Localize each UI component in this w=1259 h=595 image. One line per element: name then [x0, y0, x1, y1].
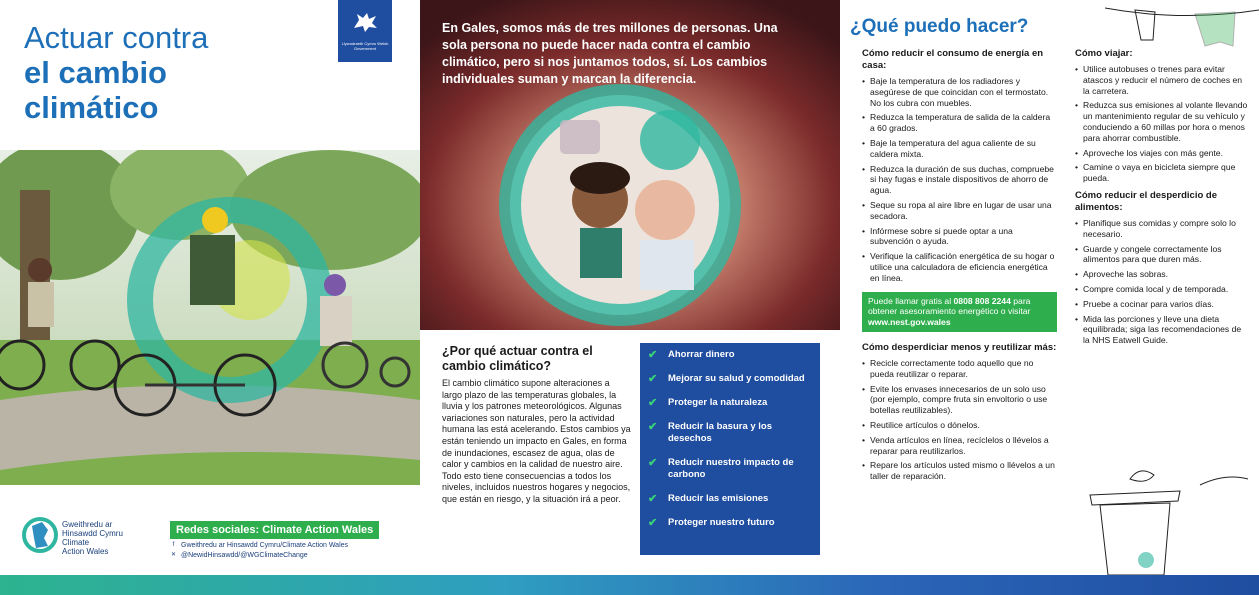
right-panel [840, 0, 1259, 575]
cymru-logo-line-2: Hinsawdd Cymru [62, 529, 123, 538]
waste-list [862, 358, 1057, 482]
energy-heading: Cómo reducir el consumo de energía en casa: [862, 48, 1044, 71]
cyclists-photo [0, 150, 420, 485]
facebook-icon: f [172, 542, 175, 548]
list-item: • Venda artículos en línea, recíclelos o llévelos a reparar para reutilizarlos. [862, 435, 1057, 457]
page-title [24, 20, 324, 125]
check-icon: ✔ [648, 373, 658, 385]
check-icon: ✔ [648, 493, 658, 505]
travel-heading: Cómo viajar: [1075, 48, 1133, 59]
benefit-label: Proteger la naturaleza [668, 397, 768, 408]
phone-number[interactable]: 0808 808 2244 [953, 295, 1011, 306]
list-item: • Aproveche las sobras. [1075, 269, 1250, 280]
benefit-label: Reducir la basura y los desechos [668, 421, 773, 444]
column-energy-waste [862, 48, 1057, 486]
check-icon: ✔ [648, 397, 658, 409]
list-item: • Recicle correctamente todo aquello que no pueda reutilizar o reparar. [862, 358, 1057, 380]
list-item: • Utilice autobuses o trenes para evitar atascos y reducir el número de coches en la carretera. [1075, 64, 1250, 96]
list-item: • Planifique sus comidas y compre solo lo necesario. [1075, 218, 1250, 240]
benefits-box [640, 343, 820, 555]
title-line-1: Actuar contra [24, 20, 209, 55]
benefit-item [648, 421, 812, 445]
intro-quote: En Gales, somos más de tres millones de personas. Una sola persona no puede hacer nada contra el cambio climático, pero si nos juntamos todos, sí. Los cambios individuales suman y marcan la diferencia. [442, 21, 778, 86]
dragon-icon [351, 10, 379, 34]
nest-website-link[interactable]: www.nest.gov.wales [868, 317, 951, 328]
call-mid: para obtener asesoramiento energético o visitar [868, 295, 1031, 317]
energy-list [862, 76, 1057, 284]
x-icon: ✕ [170, 552, 177, 558]
title-line-3: climático [24, 90, 159, 125]
list-item: • Guarde y congele correctamente los alimentos para que duren más. [1075, 244, 1250, 266]
wales-map-icon [22, 512, 58, 558]
why-act-heading: ¿Por qué actuar contra el cambio climático? [442, 344, 593, 373]
food-bin-illustration [1050, 465, 1250, 575]
check-icon: ✔ [648, 349, 658, 361]
bottom-color-band [0, 575, 1259, 595]
food-heading: Cómo reducir el desperdicio de alimentos: [1075, 189, 1218, 213]
x-handle[interactable]: @NewidHinsawdd/@WGClimateChange [181, 552, 308, 559]
gov-logo-text: Llywodraeth Cymru Welsh Government [341, 41, 389, 51]
list-item: • Reduzca la temperatura de salida de la caldera a 60 grados. [862, 112, 1057, 134]
check-icon: ✔ [648, 457, 658, 469]
list-item: • Pruebe a cocinar para varios días. [1075, 299, 1250, 310]
list-item: • Verifique la calificación energética de su hogar o utilice una calculadora de eficiencia energética en línea. [862, 251, 1057, 283]
benefit-item [648, 517, 812, 529]
benefit-item [648, 457, 812, 481]
cymru-logo-line-1: Gweithredu ar [62, 520, 113, 529]
food-list [1075, 218, 1250, 346]
welsh-government-logo [338, 0, 392, 62]
column-travel-food [1075, 48, 1250, 350]
facebook-line [170, 542, 400, 549]
social-title: Redes sociales: Climate Action Wales [170, 521, 379, 539]
left-panel [0, 0, 420, 575]
benefit-label: Reducir nuestro impacto de carbono [668, 457, 794, 480]
travel-list [1075, 64, 1250, 184]
list-item: • Mida las porciones y lleve una dieta equilibrada; siga las recomendaciones de la NHS Eatwell Guide. [1075, 314, 1250, 346]
list-item: • Reduzca la duración de sus duchas, compruebe si hay fugas e instale dispositivos de ahorro de agua. [862, 164, 1057, 196]
waste-heading: Cómo desperdiciar menos y reutilizar más: [862, 341, 1057, 353]
benefit-label: Proteger nuestro futuro [668, 517, 775, 528]
cymru-logo-line-4: Action Wales [62, 547, 109, 556]
middle-panel [420, 0, 840, 575]
list-item: • Baje la temperatura del agua caliente de su caldera mixta. [862, 138, 1057, 160]
list-item: • Camine o vaya en bicicleta siempre que pueda. [1075, 162, 1250, 184]
list-item: • Reutilice artículos o dónelos. [862, 420, 1057, 431]
call-pre: Puede llamar gratis al [868, 295, 954, 306]
list-item: • Compre comida local y de temporada. [1075, 284, 1250, 295]
list-item: • Reduzca sus emisiones al volante llevando un mantenimiento regular de su vehículo y conduciendo a 60 millas por hora o menos para ahorrar combustible. [1075, 100, 1250, 143]
benefit-label: Reducir las emisiones [668, 493, 769, 504]
why-act-body: El cambio climático supone alteraciones a largo plazo de las temperaturas globales, la lluvia y los patrones meteorológicos. Algunas variaciones son naturales, pero la actividad humana las está acelerando. Estos cambios ya están teniendo un impacto en Gales, en forma de inundaciones, escasez de agua, olas de calor y cambios en la calidad de nuestro aire. Todo esto tiene consecuencias a todos los niveles, incluidos nuestros hogares y negocios, que están en riesgo, y la situación irá a peor. [442, 378, 631, 504]
benefit-label: Ahorrar dinero [668, 349, 735, 360]
list-item: • Baje la temperatura de los radiadores y asegúrese de que coincidan con el termostato. No los cubra con muebles. [862, 76, 1057, 108]
list-item: • Aproveche los viajes con más gente. [1075, 148, 1250, 159]
benefit-item [648, 493, 812, 505]
facebook-handle[interactable]: Gweithredu ar Hinsawdd Cymru/Climate Action Wales [181, 542, 349, 549]
benefit-label: Mejorar su salud y comodidad [668, 373, 805, 384]
list-item: • Infórmese sobre si puede optar a una subvención o ayuda. [862, 226, 1057, 248]
what-can-i-do-heading: ¿Qué puedo hacer? [850, 16, 1029, 37]
title-line-2: el cambio [24, 55, 167, 90]
list-item: • Evite los envases innecesarios de un solo uso (por ejemplo, compre fruta sin envoltorio o use botellas reutilizables). [862, 384, 1057, 416]
cymru-logo-text [62, 520, 123, 556]
list-item: • Repare los artículos usted mismo o llévelos a un taller de reparación. [862, 460, 1057, 482]
climate-action-wales-logo [22, 512, 152, 562]
list-item: • Seque su ropa al aire libre en lugar de usar una secadora. [862, 200, 1057, 222]
call-box [862, 292, 1057, 332]
benefit-item [648, 397, 812, 409]
benefit-item [648, 373, 812, 385]
cymru-logo-line-3: Climate [62, 538, 90, 547]
x-line [170, 552, 400, 559]
check-icon: ✔ [648, 517, 658, 529]
social-media-block [170, 520, 400, 559]
benefit-item [648, 349, 812, 361]
check-icon: ✔ [648, 421, 658, 433]
clothesline-illustration [1105, 0, 1259, 48]
